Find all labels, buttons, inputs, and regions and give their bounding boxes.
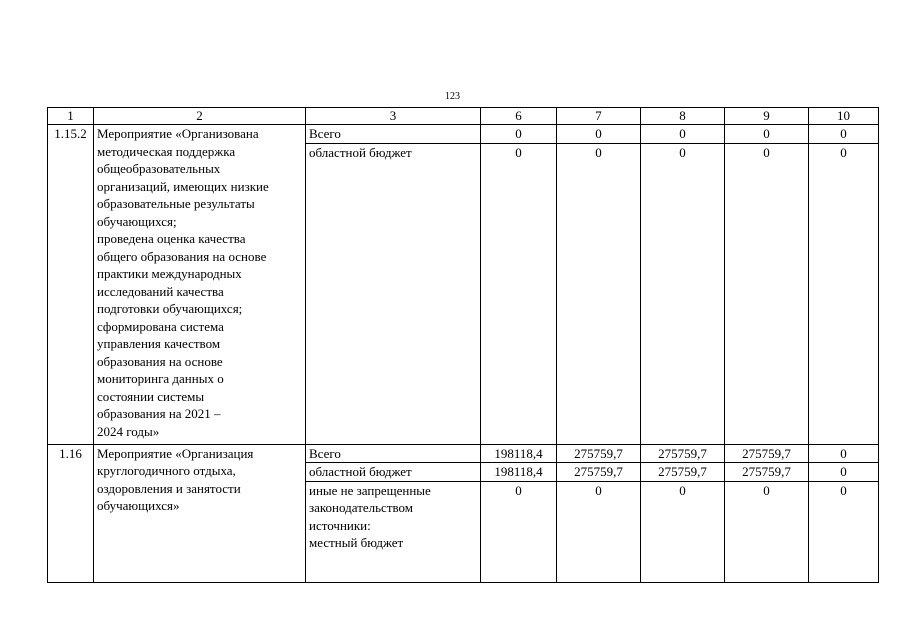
header-cell: 10 — [809, 108, 879, 125]
row-code: 1.16 — [48, 444, 94, 582]
header-cell: 1 — [48, 108, 94, 125]
value-cell: 198118,4 — [481, 444, 557, 463]
table-row — [48, 125, 879, 144]
value-cell: 0 — [809, 463, 879, 482]
value-cell: 0 — [809, 481, 879, 582]
value-cell: 0 — [641, 143, 725, 444]
value-cell: 0 — [481, 143, 557, 444]
header-cell: 6 — [481, 108, 557, 125]
value-cell: 0 — [481, 481, 557, 582]
value-cell: 275759,7 — [557, 463, 641, 482]
value-cell: 275759,7 — [725, 463, 809, 482]
value-cell: 0 — [725, 143, 809, 444]
value-cell: 275759,7 — [641, 463, 725, 482]
row-description: Мероприятие «Организация круглогодичного отдыха, оздоровления и занятости обучающихся» — [94, 444, 306, 582]
page-number: 123 — [445, 91, 460, 102]
source-name: областной бюджет — [306, 143, 481, 444]
value-cell: 0 — [809, 444, 879, 463]
value-cell: 0 — [641, 125, 725, 144]
value-cell: 0 — [809, 143, 879, 444]
value-cell: 275759,7 — [641, 444, 725, 463]
header-row — [48, 108, 879, 125]
header-cell: 9 — [725, 108, 809, 125]
source-name: Всего — [306, 444, 481, 463]
value-cell: 275759,7 — [725, 444, 809, 463]
header-cell: 3 — [306, 108, 481, 125]
value-cell: 0 — [557, 481, 641, 582]
row-description: Мероприятие «Организована методическая поддержка общеобразовательных организаций, имеющих низкие образовательные результаты обучающихся; проведена оценка качества общего образования на основе практики международных исследований качества подготовки обучающихся; сформирована система управления качеством образования на основе мониторинга данных о состоянии системы образования на 2021 – 2024 годы» — [94, 125, 306, 445]
budget-table — [47, 107, 879, 583]
header-cell: 2 — [94, 108, 306, 125]
row-code: 1.15.2 — [48, 125, 94, 445]
source-name: иные не запрещенные законодательством источники: местный бюджет — [306, 481, 481, 582]
header-cell: 8 — [641, 108, 725, 125]
value-cell: 0 — [481, 125, 557, 144]
source-name: областной бюджет — [306, 463, 481, 482]
value-cell: 0 — [641, 481, 725, 582]
header-cell: 7 — [557, 108, 641, 125]
source-name: Всего — [306, 125, 481, 144]
value-cell: 0 — [725, 125, 809, 144]
value-cell: 198118,4 — [481, 463, 557, 482]
value-cell: 0 — [557, 143, 641, 444]
value-cell: 0 — [809, 125, 879, 144]
value-cell: 0 — [557, 125, 641, 144]
value-cell: 275759,7 — [557, 444, 641, 463]
table-row — [48, 444, 879, 463]
value-cell: 0 — [725, 481, 809, 582]
